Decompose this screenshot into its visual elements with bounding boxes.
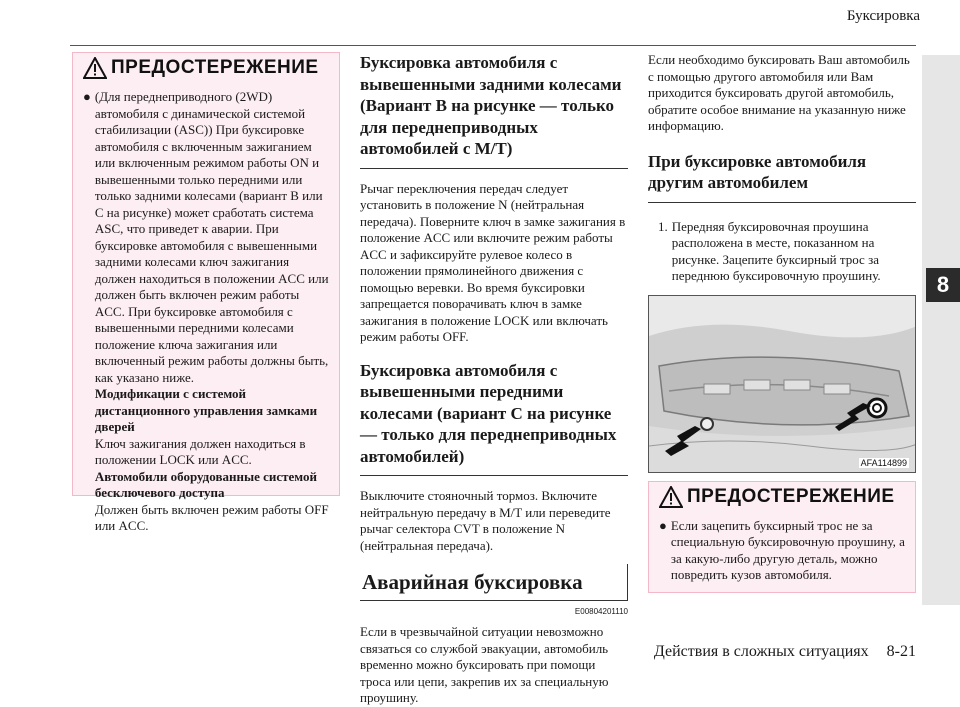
warning-triangle-icon: [83, 57, 107, 79]
header-title: Буксировка: [846, 8, 920, 24]
header-rule: [70, 45, 916, 46]
section-text: Рычаг переключения передач следует установить в положение N (нейтральная передача). Поверните ключ в замке зажигания в положение ACC или включите режим работы ACC и зафиксируйте рулевое колесо в положении прямолинейного движения с помощью веревки. Во время буксировки запрещается поворачивать ключ в замке зажигания в положение LOCK или включать режим работы OFF.: [360, 180, 626, 344]
section-text: Выключите стояночный тормоз. Включите нейтральную передачу в M/T или переведите рычаг селектора CVT в положение N (нейтральная передача).: [360, 488, 611, 553]
figure-code: AFA114899: [860, 457, 907, 468]
step-text: Передняя буксировочная проушина расположена в месте, показанном на рисунке. Зацепите буксирный трос за переднюю буксировочную проушину.: [671, 218, 881, 283]
chapter-tab[interactable]: 8: [926, 268, 960, 302]
warning-label: ПРЕДОСТЕРЕЖЕНИЕ: [687, 485, 895, 507]
warning-triangle-icon: [659, 486, 683, 508]
warning-text: [83, 89, 329, 535]
warning-text: [659, 518, 905, 584]
step-list: [648, 219, 916, 285]
vehicle-underbody-illustration: [649, 296, 916, 473]
warning-box: [648, 481, 916, 593]
section-code: E00804201110: [574, 607, 628, 616]
page-footer: [654, 643, 916, 661]
intro-text: Если необходимо буксировать Ваш автомобиль с помощью другого автомобиля или Вам приходится буксировать другой автомобиль, обратите особое внимание на указанную ниже информацию.: [648, 52, 910, 133]
column-left: [72, 52, 340, 533]
warning-paragraph: (Для переднеприводного (2WD) автомобиля с динамической системой стабилизации (ASC)) При буксировке автомобиля с включенным зажиганием или включенным режимом работы ON и вывешенными только передними или только задними колесами (вариант B или C на рисунке) может сработать система ASC, что приведет к аварии. При буксировке автомобиля с вывешенными задними колесами ключ зажигания должен находиться в положении ACC или должен быть включен режим работы ACC. При буксировке автомобиля с вывешенными передними колесами положение ключа зажигания или включенный режим работы должны быть, как указано ниже.: [94, 89, 329, 385]
section-text: Если в чрезвычайной ситуации невозможно связаться со службой эвакуации, автомобиль временно можно буксировать при помощи троса или цепи, закрепив их за специальную проушину.: [360, 624, 609, 705]
section-title: Буксировка автомобиля с вывешенными задними колесами (Вариант B на рисунке — только для переднеприводных автомобилей с M/T): [360, 52, 628, 169]
bullet-dot-icon: ●: [659, 517, 667, 533]
bullet-dot-icon: ●: [83, 89, 91, 104]
warning-subheading: Модификации с системой дистанционного управления замками дверей: [94, 386, 318, 434]
chapter-side-band: [922, 55, 960, 605]
warning-header: [649, 482, 915, 512]
section-title: При буксировке автомобиля другим автомобилем: [648, 151, 916, 203]
warning-header: [73, 53, 339, 83]
section-title: Буксировка автомобиля с вывешенными передними колесами (вариант C на рисунке — только для переднеприводных автомобилей): [360, 360, 628, 477]
warning-paragraph: Ключ зажигания должен находиться в положении LOCK или ACC.: [94, 435, 306, 467]
major-heading: Аварийная буксировка: [360, 564, 628, 601]
column-middle: [360, 52, 628, 707]
warning-paragraph: Должен быть включен режим работы OFF или ACC.: [94, 501, 329, 533]
column-right: [648, 52, 916, 593]
page-number: 8-21: [886, 643, 916, 660]
warning-label: ПРЕДОСТЕРЕЖЕНИЕ: [111, 57, 319, 78]
warning-paragraph: Если зацепить буксирный трос не за специальную буксировочную проушину, а за какую-либо другую деталь, можно повредить кузов автомобиля.: [670, 517, 905, 582]
warning-box: [72, 52, 340, 533]
warning-subheading: Автомобили оборудованные системой бесключевого доступа: [94, 468, 317, 500]
footer-section: Действия в сложных ситуациях: [653, 643, 869, 660]
tow-eye-figure: [648, 295, 916, 473]
step-number: 1.: [658, 218, 668, 234]
